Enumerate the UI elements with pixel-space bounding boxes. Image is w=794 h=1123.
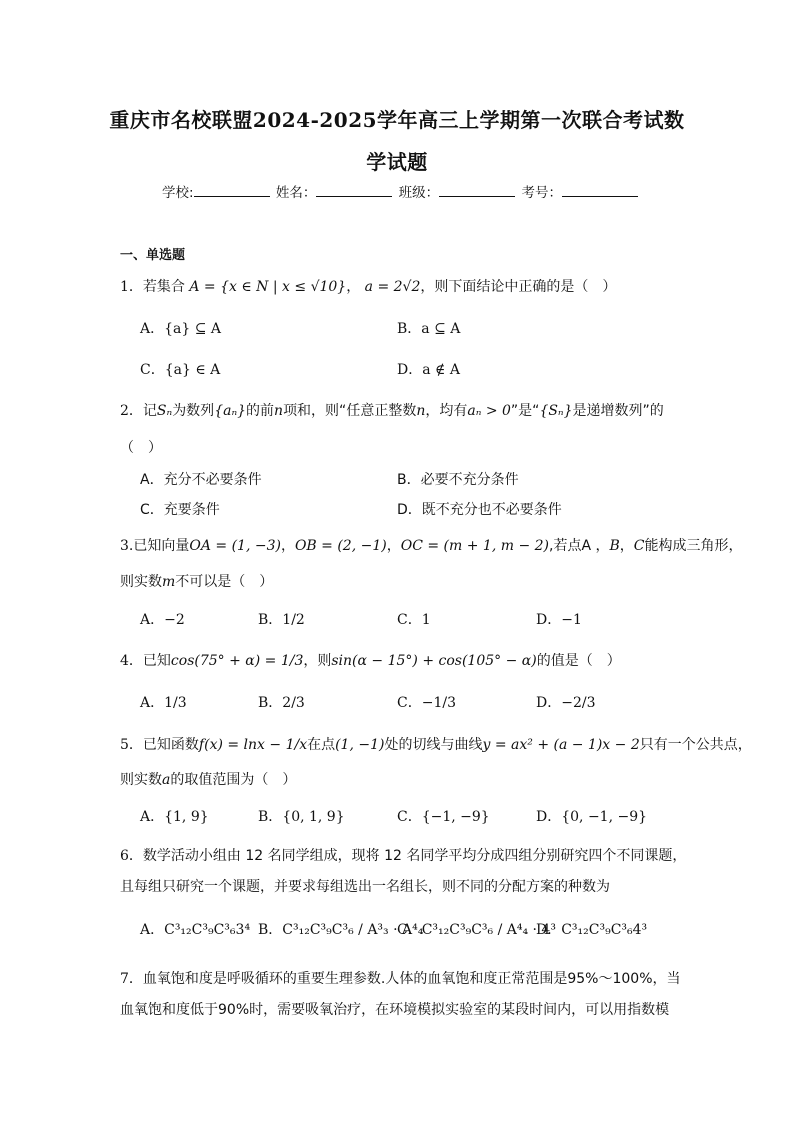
- exam-number-blank: [562, 184, 638, 197]
- q1-option-c: C．{a} ∈ A: [140, 362, 221, 378]
- q6-option-b: B．C³₁₂C³₉C³₆ / A³₃ · A⁴₄: [258, 922, 424, 938]
- q2-option-b: B．必要不充分条件: [397, 472, 519, 488]
- exam-title-line1: 重庆市名校联盟2024-2025学年高三上学期第一次联合考试数: [109, 108, 685, 132]
- vector-expression: OB = (2, −1): [294, 538, 387, 554]
- question-2: 2．记Sₙ为数列{aₙ}的前n项和，则“任意正整数n，均有aₙ > 0”是“{Sₙ}是递增数列”的: [120, 403, 664, 419]
- q4-option-d: D．−2/3: [536, 695, 596, 711]
- exam-title-line2: 学试题: [366, 150, 428, 174]
- exam-number-label: 考号：: [521, 185, 562, 201]
- question-6: 6．数学活动小组由 12 名同学组成，现将 12 名同学平均分成四组分别研究四个不同课题，: [120, 848, 687, 864]
- q3-option-d: D．−1: [536, 612, 582, 628]
- math-expression: y = ax² + (a − 1)x − 2: [482, 737, 640, 753]
- vector-expression: OA = (1, −3): [189, 538, 281, 554]
- name-label: 姓名：: [275, 185, 317, 201]
- question-5-line2: 则实数a的取值范围为（ ）: [120, 772, 297, 788]
- question-number: 6．: [120, 848, 143, 864]
- question-3-line2: 则实数m不可以是（ ）: [120, 574, 274, 590]
- q1-option-d: D．a ∉ A: [397, 362, 460, 378]
- q5-option-d: D．{0, −1, −9}: [536, 809, 648, 825]
- q2-option-c: C．充要条件: [140, 502, 220, 518]
- section-heading: 一、单选题: [120, 248, 186, 263]
- q3-option-c: C．1: [397, 612, 431, 628]
- q4-option-a: A．1/3: [140, 695, 187, 711]
- q1-option-a: A．{a} ⊆ A: [140, 321, 222, 337]
- q6-option-c: C．C³₁₂C³₉C³₆ / A⁴₄ · 4³: [397, 922, 556, 938]
- question-number: 4．: [120, 653, 143, 669]
- q3-option-a: A．−2: [140, 612, 185, 628]
- math-expression: cos(75° + α) = 1/3: [170, 653, 304, 669]
- math-expression: f(x) = lnx − 1/x: [198, 737, 308, 753]
- math-expression: A = {x ∈ N | x ≤ √10}: [189, 279, 347, 295]
- q2-option-a: A．充分不必要条件: [140, 472, 262, 488]
- math-expression: a = 2√2: [364, 279, 421, 295]
- question-number: 3.: [120, 538, 134, 554]
- q6-option-d: D．C³₁₂C³₉C³₆4³: [536, 922, 648, 938]
- vector-expression: OC = (m + 1, m − 2): [400, 538, 549, 554]
- question-5: 5．已知函数f(x) = lnx − 1/x在点(1, −1)处的切线与曲线y = ax² + (a − 1)x − 2只有一个公共点，: [120, 737, 752, 753]
- question-number: 2．: [120, 403, 143, 419]
- q5-option-c: C．{−1, −9}: [397, 809, 490, 825]
- q6-option-a: A．C³₁₂C³₉C³₆3⁴: [140, 922, 251, 938]
- q1-option-b: B．a ⊆ A: [397, 321, 461, 337]
- question-number: 1．: [120, 279, 143, 295]
- name-blank: [316, 184, 392, 197]
- q2-option-d: D．既不充分也不必要条件: [397, 502, 562, 518]
- school-label: 学校:: [162, 185, 194, 201]
- math-expression: sin(α − 15°) + cos(105° − α): [331, 653, 537, 669]
- question-7-line2: 血氧饱和度低于90%时，需要吸氧治疗，在环境模拟实验室的某段时间内，可以用指数模: [120, 1002, 670, 1018]
- question-2-line2: （ ）: [120, 440, 162, 456]
- q4-option-b: B．2/3: [258, 695, 305, 711]
- question-1: 1．若集合 A = {x ∈ N | x ≤ √10}， a = 2√2，则下面结论中正确的是（ ）: [120, 279, 617, 295]
- question-4: 4．已知cos(75° + α) = 1/3，则sin(α − 15°) + cos(105° − α)的值是（ ）: [120, 653, 621, 669]
- class-blank: [439, 184, 515, 197]
- question-7: 7．血氧饱和度是呼吸循环的重要生理参数.人体的血氧饱和度正常范围是95%～100%，当: [120, 971, 681, 987]
- q5-option-b: B．{0, 1, 9}: [258, 809, 345, 825]
- q4-option-c: C．−1/3: [397, 695, 456, 711]
- q3-option-b: B．1/2: [258, 612, 305, 628]
- class-label: 班级：: [398, 185, 440, 201]
- student-info-row: [162, 181, 640, 201]
- q5-option-a: A．{1, 9}: [140, 809, 209, 825]
- question-6-line2: 且每组只研究一个课题，并要求每组选出一名组长，则不同的分配方案的种数为: [120, 879, 610, 895]
- question-3: 3.已知向量OA = (1, −3)，OB = (2, −1)，OC = (m + 1, m − 2),若点A ，B，C能构成三角形，: [120, 538, 743, 554]
- question-number: 7．: [120, 971, 143, 987]
- school-blank: [194, 184, 270, 197]
- question-number: 5．: [120, 737, 143, 753]
